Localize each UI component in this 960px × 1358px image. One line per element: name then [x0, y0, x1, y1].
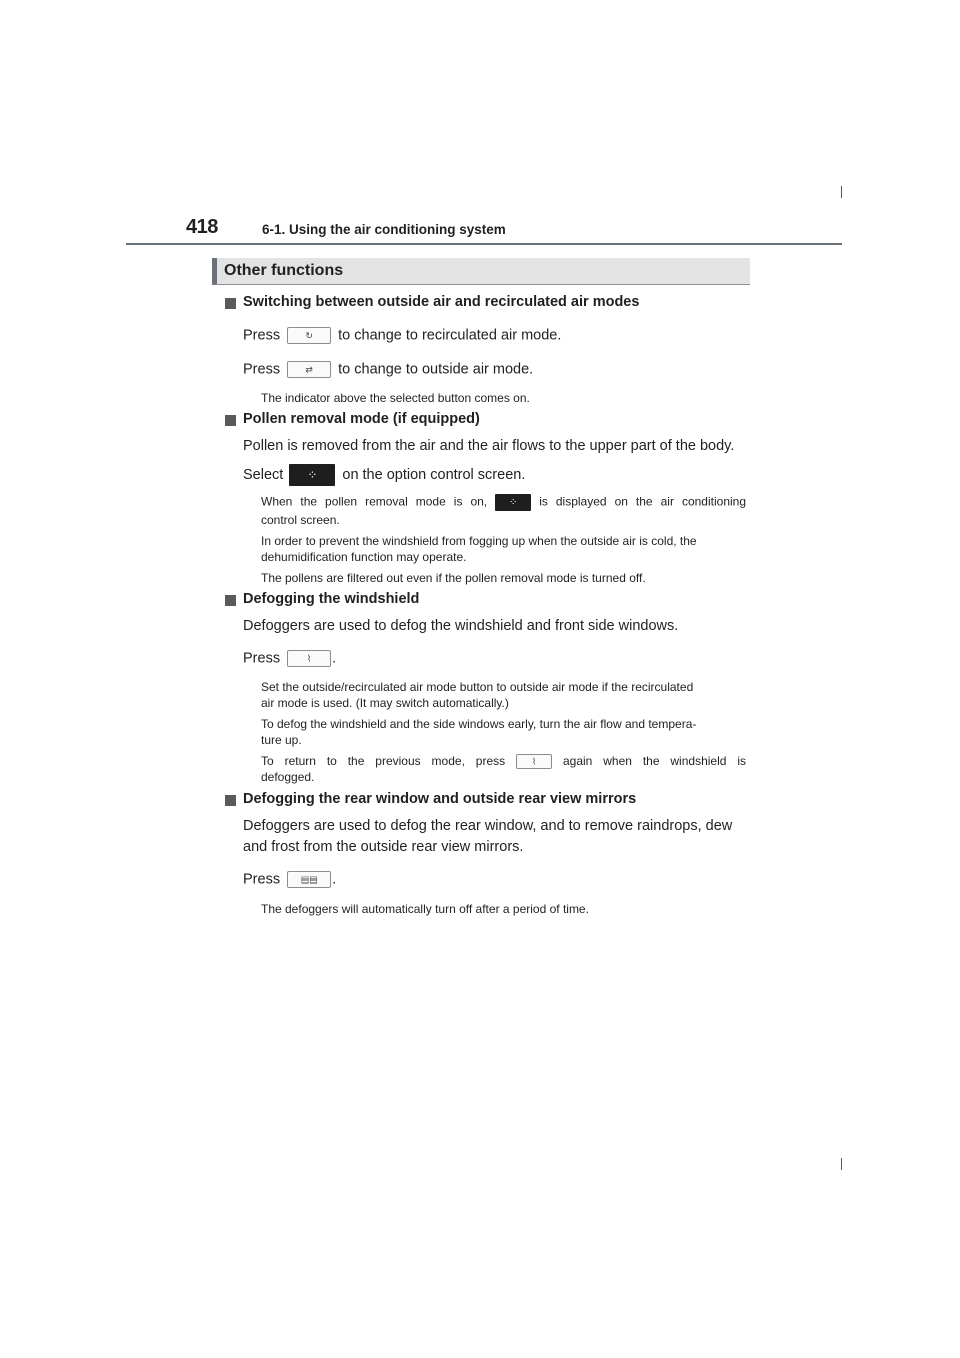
- outside-instruction: [243, 361, 533, 378]
- defog-note-2-cont: ture up.: [261, 733, 302, 747]
- defog-rear-body-1: Defoggers are used to defog the rear window, and to remove raindrops, dew: [243, 818, 733, 834]
- pollen-note-2-cont: dehumidification function may operate.: [261, 550, 467, 564]
- press-label: Press: [243, 361, 281, 378]
- windshield-defogger-button[interactable]: [287, 650, 331, 667]
- period: .: [332, 650, 337, 667]
- select-label: Select: [243, 466, 284, 483]
- pollen-note-1-cont: control screen.: [261, 513, 340, 527]
- pollen-indicator: [495, 494, 531, 511]
- period: .: [332, 871, 337, 888]
- note-text: To return to the previous mode, press: [261, 754, 506, 768]
- pollen-note-2: In order to prevent the windshield from fogging up when the outside air is cold, the: [261, 534, 697, 548]
- defog-note-2: To defog the windshield and the side windows early, turn the air flow and tempera-: [261, 717, 697, 731]
- pollen-removal-button[interactable]: [289, 464, 335, 486]
- defog-windshield-instruction: [243, 650, 336, 667]
- crop-mark-top: [841, 186, 842, 198]
- outside-air-button[interactable]: [287, 361, 331, 378]
- note-text: is displayed on the air conditioning: [539, 494, 747, 509]
- recirculated-air-icon: ↻: [305, 330, 313, 340]
- windshield-defogger-button-inline: [516, 754, 552, 769]
- recirc-button[interactable]: [287, 327, 331, 344]
- defog-rear-heading: Defogging the rear window and outside rear view mirrors: [243, 791, 637, 807]
- air-modes-note: The indicator above the selected button comes on.: [261, 391, 530, 405]
- header-rule: [126, 243, 842, 245]
- heading-bullet: [225, 298, 236, 309]
- select-text: on the option control screen.: [342, 466, 526, 483]
- heading-bullet: [225, 795, 236, 806]
- defog-windshield-heading: Defogging the windshield: [243, 591, 420, 607]
- note-text: When the pollen removal mode is on,: [261, 494, 488, 509]
- defog-rear-instruction: [243, 871, 336, 888]
- section-title: Other functions: [224, 262, 344, 279]
- pollen-heading: Pollen removal mode (if equipped): [243, 411, 480, 427]
- press-label: Press: [243, 327, 281, 344]
- defog-rear-body-2: and frost from the outside rear view mirrors.: [243, 839, 524, 855]
- pollen-body: Pollen is removed from the air and the air flows to the upper part of the body.: [243, 438, 735, 454]
- rear-window-defogger-icon: ▤▤: [300, 874, 318, 884]
- defog-note-3-cont: defogged.: [261, 770, 315, 784]
- pollen-note-3: The pollens are filtered out even if the pollen removal mode is turned off.: [261, 571, 646, 585]
- pollen-removal-icon: ⁘: [307, 468, 318, 482]
- pollen-select-instruction: [243, 464, 525, 486]
- recirc-instruction: [243, 327, 561, 344]
- defog-rear-note: The defoggers will automatically turn off after a period of time.: [261, 902, 589, 916]
- crop-mark-bottom: [841, 1158, 842, 1170]
- windshield-defogger-icon: ⌇: [306, 653, 312, 663]
- defog-note-3: [261, 754, 746, 769]
- defog-note-1: Set the outside/recirculated air mode button to outside air mode if the recirculated: [261, 680, 694, 694]
- page-number: 418: [186, 216, 218, 238]
- press-label: Press: [243, 871, 281, 888]
- rear-defogger-button[interactable]: [287, 871, 331, 888]
- pollen-note-1: [261, 494, 746, 511]
- recirc-text: to change to recirculated air mode.: [338, 327, 562, 344]
- defog-windshield-body: Defoggers are used to defog the windshield and front side windows.: [243, 618, 679, 634]
- heading-bullet: [225, 415, 236, 426]
- note-text: again when the windshield is: [562, 754, 746, 768]
- windshield-defogger-icon: ⌇: [531, 756, 537, 767]
- outside-text: to change to outside air mode.: [338, 361, 534, 378]
- heading-bullet: [225, 595, 236, 606]
- defog-note-1-cont: air mode is used. (It may switch automatically.): [261, 696, 509, 710]
- pollen-removal-icon: ⁘: [508, 496, 518, 508]
- outside-air-icon: ⇄: [305, 364, 313, 374]
- air-modes-heading: Switching between outside air and recirculated air modes: [243, 294, 640, 310]
- chapter-title: 6-1. Using the air conditioning system: [262, 222, 506, 237]
- press-label: Press: [243, 650, 281, 667]
